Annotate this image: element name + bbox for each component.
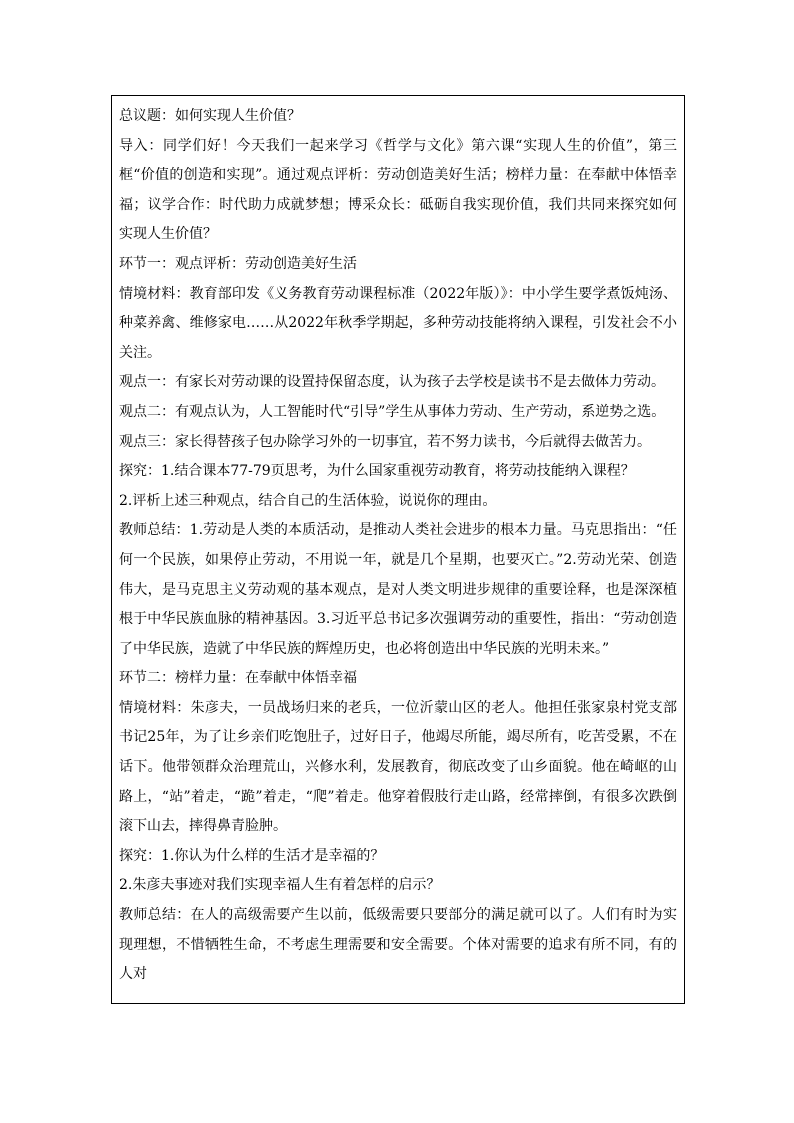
viewpoint-three: 观点三：家长得替孩子包办除学习外的一切事宜，若不努力读书，今后就得去做苦力。 <box>119 433 651 450</box>
section-one-material: 情境材料：教育部印发《义务教育劳动课程标准（2022年版）》：中小学生要学煮饭炖汤、种菜养禽、维修家电……从2022年秋季学期起，多种劳动技能将纳入课程，引发社会不小关注。 <box>119 285 677 361</box>
viewpoint-two: 观点二：有观点认为，人工智能时代“引导”学生从事体力劳动、生产劳动，系逆势之选。 <box>119 403 666 420</box>
section-two-heading: 环节二：榜样力量：在奉献中体悟幸福 <box>119 670 357 687</box>
introduction-paragraph: 导入：同学们好！今天我们一起来学习《哲学与文化》第六课“实现人生的价值”，第三框“价值的创造和实现”。通过观点评析：劳动创造美好生活；榜样力量：在奉献中体悟幸福；议学合作：时代助力成就梦想；博采众长：砥砺自我实现价值，我们共同来探究如何实现人生价值？ <box>119 137 677 243</box>
section-one-teacher-summary: 教师总结：1.劳动是人类的本质活动，是推动人类社会进步的根本力量。马克思指出：“任何一个民族，如果停止劳动，不用说一年，就是几个星期，也要灭亡。”2.劳动光荣、创造伟大，是马克思主义劳动观的基本观点，是对人类文明进步规律的重要诠释，也是深深植根于中华民族血脉的精神基因。3.习近平总书记多次强调劳动的重要性，指出：“劳动创造了中华民族，造就了中华民族的辉煌历史，也必将创造出中华民族的光明未来。” <box>119 522 677 657</box>
section-two-material: 情境材料：朱彦夫，一员战场归来的老兵，一位沂蒙山区的老人。他担任张家泉村党支部书记25年，为了让乡亲们吃饱肚子，过好日子，他竭尽所能，竭尽所有，吃苦受累，不在话下。他带领群众治理荒山，兴修水利，发展教育，彻底改变了山乡面貌。他在崎岖的山路上，“站”着走，“跪”着走，“爬”着走。他穿着假肢行走山路，经常摔倒，有很多次跌倒滚下山去，摔得鼻青脸肿。 <box>119 699 677 835</box>
section-one-heading: 环节一：观点评析：劳动创造美好生活 <box>119 255 357 272</box>
lesson-plan-table-cell <box>111 95 685 1004</box>
section-two-teacher-summary: 教师总结：在人的高级需要产生以前，低级需要只要部分的满足就可以了。人们有时为实现理想，不惜牺牲生命，不考虑生理需要和安全需要。个体对需要的追求有所不同，有的人对 <box>119 907 677 983</box>
viewpoint-one: 观点一：有家长对劳动课的设置持保留态度，认为孩子去学校是读书不是去做体力劳动。 <box>119 374 665 391</box>
section-one-question-2: 2.评析上述三种观点，结合自己的生活体验，说说你的理由。 <box>119 492 497 509</box>
section-two-question-2: 2.朱彦夫事迹对我们实现幸福人生有着怎样的启示？ <box>119 877 441 894</box>
overall-topic: 总议题：如何实现人生价值？ <box>119 108 301 124</box>
section-two-question-1: 探究：1.你认为什么样的生活才是幸福的？ <box>119 847 385 864</box>
section-one-question-1: 探究：1.结合课本77-79页思考，为什么国家重视劳动教育，将劳动技能纳入课程？ <box>119 463 635 480</box>
